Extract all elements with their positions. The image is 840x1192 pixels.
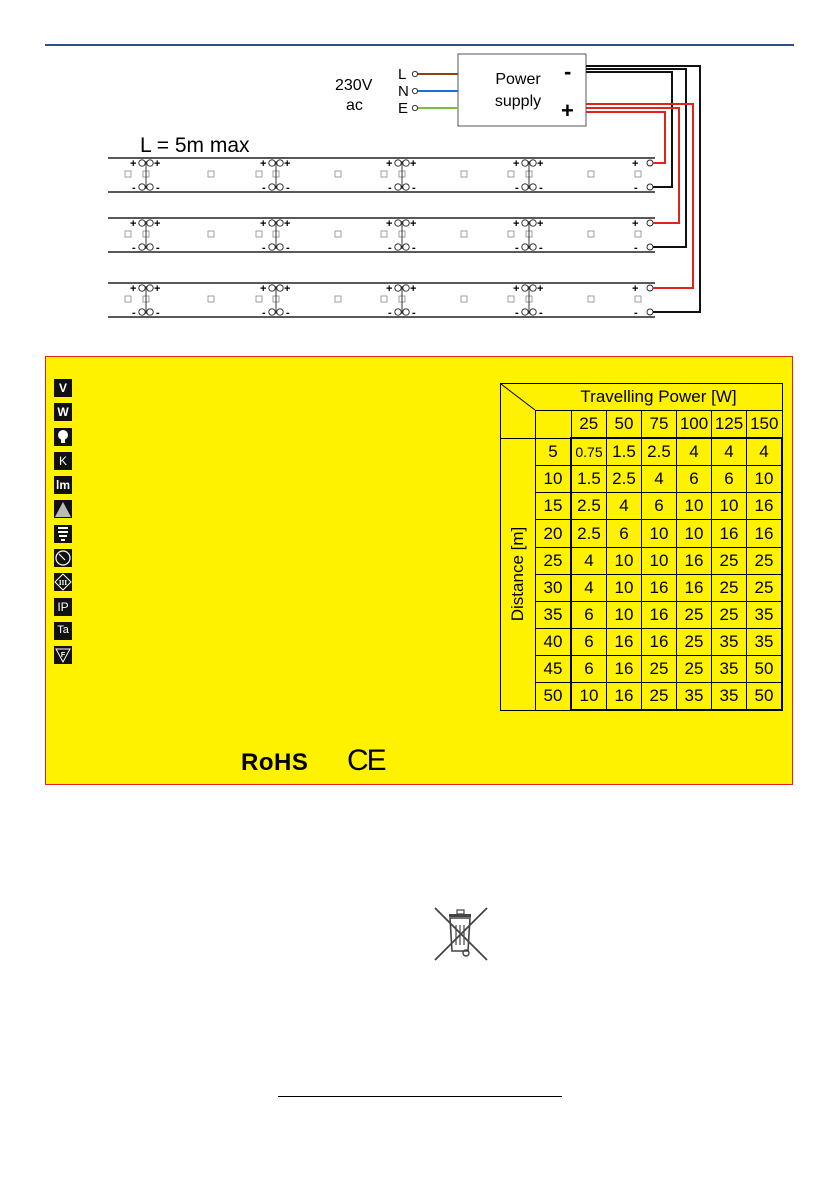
cross-section-cell: 2.5: [571, 520, 607, 547]
led-chip: [381, 171, 387, 177]
solder-pad: [403, 285, 409, 291]
cross-section-cell: 16: [677, 547, 712, 574]
solder-pad: [530, 220, 536, 226]
cross-section-cell: 4: [571, 547, 607, 574]
strip-minus-label: -: [388, 182, 392, 194]
cross-section-cell: 16: [607, 655, 642, 682]
strip-minus-label: -: [132, 182, 136, 194]
solder-pad: [277, 160, 283, 166]
solder-pad: [269, 285, 275, 291]
led-chip: [256, 296, 262, 302]
table-corner: [501, 384, 536, 439]
cross-section-cell: 4: [607, 493, 642, 520]
solder-pad: [147, 184, 153, 190]
solder-pad: [277, 184, 283, 190]
strip-plus-label: +: [410, 158, 417, 170]
cross-section-cell: 16: [642, 574, 677, 601]
strip-plus-label: +: [284, 218, 291, 230]
led-chip: [256, 231, 262, 237]
table-row: [501, 438, 783, 466]
cross-section-cell: 10: [677, 520, 712, 547]
solder-pad: [147, 285, 153, 291]
solder-pad: [277, 244, 283, 250]
cross-section-cell: 25: [677, 655, 712, 682]
cross-section-cell: 16: [747, 520, 783, 547]
solder-pad: [269, 220, 275, 226]
psu-label-line1: Power: [495, 71, 541, 88]
power-header-cell: 150: [747, 411, 783, 439]
end-pad-positive: [647, 160, 653, 166]
cross-section-cell: 6: [571, 655, 607, 682]
solder-pad: [269, 309, 275, 315]
solder-pad: [139, 160, 145, 166]
ce-mark: CE: [347, 744, 385, 777]
end-pad-positive: [647, 285, 653, 291]
power-supply: [458, 54, 586, 126]
strip-end-plus: +: [632, 218, 639, 230]
cross-section-cell: 4: [571, 574, 607, 601]
psu-minus-sign: -: [564, 59, 572, 84]
cross-section-cell: 35: [712, 683, 747, 711]
cross-section-cell: 6: [571, 601, 607, 628]
distance-cell: 45: [536, 655, 572, 682]
led-chip: [125, 296, 131, 302]
strip-minus-label: -: [539, 242, 543, 254]
dc-output-wires: [586, 66, 700, 312]
solder-pad: [139, 244, 145, 250]
strip-minus-label: -: [156, 242, 160, 254]
strip-end-minus: -: [634, 242, 638, 254]
led-chip: [588, 171, 594, 177]
solder-pad: [403, 244, 409, 250]
led-chip: [208, 231, 214, 237]
strip-minus-label: -: [156, 307, 160, 319]
table-row: [501, 493, 783, 520]
terminal-l: L: [398, 66, 407, 83]
strip-minus-label: -: [515, 307, 519, 319]
led-chip: [125, 231, 131, 237]
cross-section-cell: 16: [712, 520, 747, 547]
cross-section-cell: 35: [747, 628, 783, 655]
solder-pad: [403, 160, 409, 166]
distance-cell: 25: [536, 547, 572, 574]
solder-pad: [395, 220, 401, 226]
strip-minus-label: -: [286, 182, 290, 194]
ambient-temp-icon: Ta: [54, 622, 72, 640]
led-chip: [208, 296, 214, 302]
led-chip: [461, 231, 467, 237]
strip-minus-label: -: [412, 242, 416, 254]
strip-plus-label: +: [386, 218, 393, 230]
cross-section-cell: 10: [607, 574, 642, 601]
table-title: Travelling Power [W]: [536, 384, 783, 411]
terminal-n-dot: [412, 88, 417, 93]
distance-cell: 15: [536, 493, 572, 520]
distance-cell: 35: [536, 601, 572, 628]
strip-minus-label: -: [262, 307, 266, 319]
solder-pad: [522, 309, 528, 315]
strip-plus-label: +: [410, 218, 417, 230]
cross-section-cell: 50: [747, 655, 783, 682]
cross-section-cell: 4: [642, 466, 677, 493]
cross-section-cell: 6: [642, 493, 677, 520]
cross-section-cell: 16: [642, 628, 677, 655]
voltage-icon: V: [54, 379, 72, 397]
solder-pad: [277, 220, 283, 226]
cross-section-cell: 16: [607, 683, 642, 711]
cross-section-cell: 10: [642, 547, 677, 574]
table-row: [501, 655, 783, 682]
cross-section-cell: 16: [677, 574, 712, 601]
solder-pad: [147, 244, 153, 250]
cross-section-cell: 16: [642, 601, 677, 628]
strip-plus-label: +: [260, 158, 267, 170]
solder-pad: [147, 160, 153, 166]
solder-pad: [530, 244, 536, 250]
cross-section-cell: 4: [747, 438, 783, 466]
power-header-cell: 125: [712, 411, 747, 439]
cross-section-cell: 25: [712, 547, 747, 574]
cross-section-cell: 25: [642, 655, 677, 682]
solder-pad: [269, 184, 275, 190]
led-chip: [508, 296, 514, 302]
cross-section-cell: 25: [642, 683, 677, 711]
cross-section-cell: 25: [712, 574, 747, 601]
cable-cross-section-table: [500, 383, 783, 711]
solder-pad: [530, 285, 536, 291]
terminal-e: E: [398, 100, 409, 117]
power-header-cell: 25: [571, 411, 607, 439]
power-header-cell: 75: [642, 411, 677, 439]
strip-plus-label: +: [130, 158, 137, 170]
solder-pad: [395, 285, 401, 291]
solder-pad: [522, 184, 528, 190]
solder-pad: [403, 184, 409, 190]
cross-section-cell: 25: [677, 601, 712, 628]
distance-cell: 30: [536, 574, 572, 601]
cross-section-cell: 35: [747, 601, 783, 628]
strip-minus-label: -: [515, 242, 519, 254]
cross-section-cell: 35: [712, 628, 747, 655]
distance-axis-cell: [501, 438, 536, 710]
distance-cell: 50: [536, 683, 572, 711]
led-strip: [108, 218, 655, 254]
strip-minus-label: -: [539, 307, 543, 319]
end-pad-negative: [647, 309, 653, 315]
f-mark-text: F: [60, 652, 66, 660]
terminal-e-dot: [412, 105, 417, 110]
led-chip: [256, 171, 262, 177]
led-chip: [461, 296, 467, 302]
strip-minus-label: -: [262, 182, 266, 194]
negative-wire: [586, 72, 672, 187]
psu-plus-sign: +: [561, 98, 574, 123]
strip-plus-label: +: [537, 283, 544, 295]
solder-pad: [395, 309, 401, 315]
cross-section-cell: 25: [677, 628, 712, 655]
strip-end-plus: +: [632, 158, 639, 170]
led-strips: [108, 158, 655, 319]
strip-minus-label: -: [388, 242, 392, 254]
strip-end-minus: -: [634, 182, 638, 194]
solder-pad: [269, 160, 275, 166]
strip-plus-label: +: [513, 158, 520, 170]
power-header-cell: 50: [607, 411, 642, 439]
end-pad-negative: [647, 184, 653, 190]
cross-section-cell: 25: [747, 547, 783, 574]
led-chip: [508, 171, 514, 177]
cross-section-cell: 10: [677, 493, 712, 520]
strip-plus-label: +: [537, 218, 544, 230]
cross-section-cell: 0.75: [571, 438, 607, 466]
terminal-n: N: [398, 83, 409, 100]
table-row: [501, 683, 783, 711]
cross-section-cell: 35: [677, 683, 712, 711]
solder-pad: [530, 309, 536, 315]
strip-plus-label: +: [284, 158, 291, 170]
ac-label: ac: [346, 97, 363, 114]
strip-plus-label: +: [513, 283, 520, 295]
crossed-out-wheelie-bin-icon: [432, 905, 490, 963]
kelvin-icon: K: [54, 452, 72, 470]
solder-pad: [395, 184, 401, 190]
strip-minus-label: -: [132, 307, 136, 319]
power-header-cell: 100: [677, 411, 712, 439]
strip-length-label: L = 5m max: [140, 134, 250, 157]
led-chip: [381, 231, 387, 237]
solder-pad: [147, 309, 153, 315]
strip-plus-label: +: [386, 283, 393, 295]
led-chip: [588, 231, 594, 237]
solder-pad: [522, 244, 528, 250]
strip-minus-label: -: [156, 182, 160, 194]
strip-plus-label: +: [410, 283, 417, 295]
led-strip: [108, 283, 655, 319]
cross-section-cell: 6: [677, 466, 712, 493]
strip-plus-label: +: [130, 218, 137, 230]
cross-section-cell: 16: [747, 493, 783, 520]
footer-rule: [278, 1096, 562, 1097]
led-chip: [335, 231, 341, 237]
beam-angle-icon: [54, 500, 72, 518]
strip-minus-label: -: [539, 182, 543, 194]
end-pad-positive: [647, 220, 653, 226]
cross-section-cell: 2.5: [607, 466, 642, 493]
led-chip: [125, 171, 131, 177]
solder-pad: [530, 184, 536, 190]
strip-plus-label: +: [537, 158, 544, 170]
strip-plus-label: +: [154, 158, 161, 170]
positive-wire: [586, 104, 693, 288]
cross-section-cell: 6: [571, 628, 607, 655]
rohs-mark: RoHS: [241, 749, 309, 776]
ip-rating-icon: IP: [54, 598, 72, 616]
table-row: [501, 574, 783, 601]
led-chip: [461, 171, 467, 177]
solder-pad: [139, 309, 145, 315]
solder-pad: [530, 160, 536, 166]
spec-icon-column: [54, 379, 72, 671]
strip-plus-label: +: [154, 218, 161, 230]
led-chip: [335, 296, 341, 302]
mains-input: [335, 66, 458, 117]
cross-section-cell: 16: [607, 628, 642, 655]
class-iii-icon: [54, 573, 72, 591]
solder-pad: [403, 309, 409, 315]
strip-minus-label: -: [412, 307, 416, 319]
distance-cell: 40: [536, 628, 572, 655]
wiring-diagram: [0, 0, 840, 340]
solder-pad: [403, 220, 409, 226]
led-chip: [208, 171, 214, 177]
cross-section-cell: 35: [712, 655, 747, 682]
table-row: [501, 628, 783, 655]
distance-cell: 10: [536, 466, 572, 493]
cross-section-cell: 25: [712, 601, 747, 628]
specification-panel: [45, 356, 793, 785]
strip-plus-label: +: [284, 283, 291, 295]
strip-plus-label: +: [260, 283, 267, 295]
solder-pad: [522, 160, 528, 166]
cross-section-cell: 10: [642, 520, 677, 547]
cross-section-cell: 1.5: [571, 466, 607, 493]
cross-section-cell: 10: [712, 493, 747, 520]
lumen-icon: lm: [55, 478, 70, 493]
voltage-label: 230V: [335, 77, 373, 94]
strip-minus-label: -: [286, 242, 290, 254]
strip-minus-label: -: [515, 182, 519, 194]
distance-cell: 20: [536, 520, 572, 547]
cross-section-cell: 25: [747, 574, 783, 601]
strip-minus-label: -: [132, 242, 136, 254]
f-mark-icon: [54, 646, 72, 664]
solder-pad: [395, 244, 401, 250]
negative-wire: [586, 66, 700, 312]
led-chip: [635, 231, 641, 237]
led-chip: [335, 171, 341, 177]
strip-plus-label: +: [386, 158, 393, 170]
led-chip: [381, 296, 387, 302]
solder-pad: [139, 220, 145, 226]
cross-section-cell: 10: [607, 547, 642, 574]
psu-label-line2: supply: [494, 93, 542, 110]
led-strip: [108, 158, 655, 194]
solder-pad: [139, 184, 145, 190]
solder-pad: [395, 160, 401, 166]
cross-section-cell: 10: [747, 466, 783, 493]
solder-pad: [277, 285, 283, 291]
led-chip: [588, 296, 594, 302]
strip-minus-label: -: [412, 182, 416, 194]
cross-section-cell: 50: [747, 683, 783, 711]
positive-wire: [586, 112, 665, 163]
table-row: [501, 601, 783, 628]
cross-section-cell: 1.5: [607, 438, 642, 466]
cross-section-cell: 4: [712, 438, 747, 466]
strip-plus-label: +: [130, 283, 137, 295]
wattage-icon: W: [54, 403, 72, 421]
strip-end-minus: -: [634, 307, 638, 319]
led-chip: [635, 296, 641, 302]
table-row: [501, 547, 783, 574]
strip-plus-label: +: [513, 218, 520, 230]
cross-section-cell: 6: [607, 520, 642, 547]
solder-pad: [139, 285, 145, 291]
cross-section-cell: 6: [712, 466, 747, 493]
distance-axis-label: Distance [m]: [508, 526, 527, 622]
lamp-base-icon: [54, 525, 72, 543]
table-row: [501, 466, 783, 493]
class-iii-text: III: [58, 579, 68, 588]
cross-section-cell: 10: [571, 683, 607, 711]
bulb-icon: [54, 428, 72, 446]
cross-section-cell: 2.5: [642, 438, 677, 466]
strip-plus-label: +: [154, 283, 161, 295]
distance-cell: 5: [536, 438, 572, 466]
solder-pad: [522, 285, 528, 291]
dimmer-icon: [54, 549, 72, 567]
corner-diagonal: [501, 384, 569, 438]
cross-section-cell: 2.5: [571, 493, 607, 520]
led-chip: [508, 231, 514, 237]
strip-minus-label: -: [262, 242, 266, 254]
solder-pad: [269, 244, 275, 250]
end-pad-negative: [647, 244, 653, 250]
strip-minus-label: -: [388, 307, 392, 319]
strip-plus-label: +: [260, 218, 267, 230]
table-row: [501, 520, 783, 547]
led-chip: [635, 171, 641, 177]
terminal-l-dot: [412, 71, 417, 76]
cross-section-cell: 10: [607, 601, 642, 628]
strip-minus-label: -: [286, 307, 290, 319]
solder-pad: [147, 220, 153, 226]
cross-section-cell: 4: [677, 438, 712, 466]
solder-pad: [277, 309, 283, 315]
solder-pad: [522, 220, 528, 226]
strip-end-plus: +: [632, 283, 639, 295]
